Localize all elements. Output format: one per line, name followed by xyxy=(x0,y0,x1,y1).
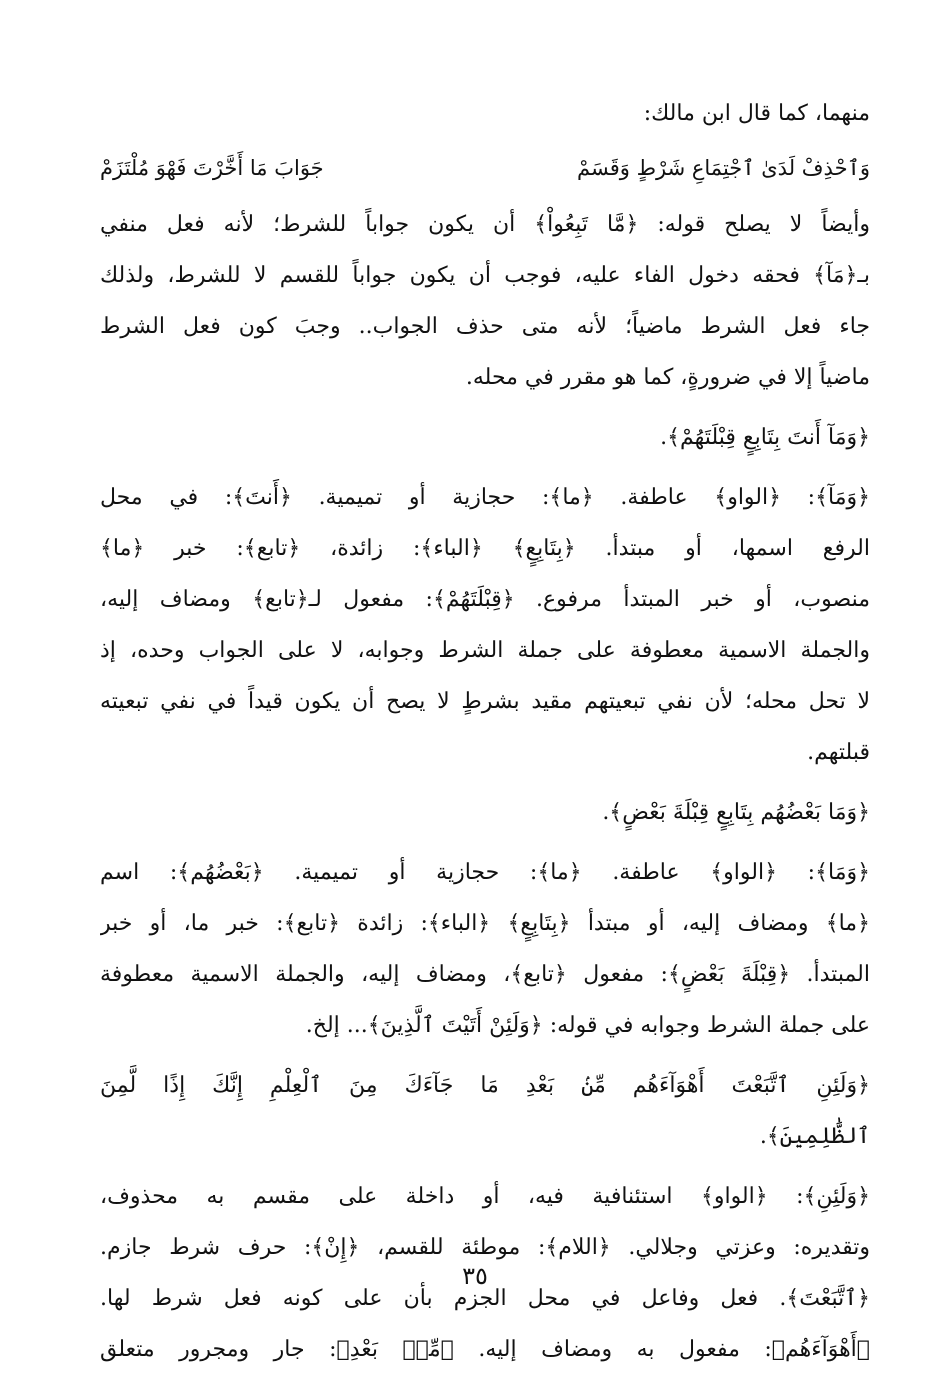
text-line: ٱلظَّٰلِمِينَ﴾. xyxy=(759,1124,870,1149)
text-line: وأيضاً لا يصلح قوله: ﴿مَّا تَبِعُواْ﴾ أن يكون جواباً للشرط؛ لأنه فعل منفي xyxy=(100,212,870,237)
text-line: ﴿وَمَا بَعْضُهُم بِتَابِعٍ قِبْلَةَ بَعْضٍ﴾. xyxy=(602,800,870,825)
text-line: الرفع اسمها، أو مبتدأ. ﴿بِتَابِعٍ﴾ ﴿الباء﴾: زائدة، ﴿تابع﴾: خبر ﴿ما﴾ xyxy=(100,536,870,561)
text-line: منهما، كما قال ابن مالك: xyxy=(643,101,870,126)
text-line: على جملة الشرط وجوابه في قوله: ﴿وَلَئِنْ أَتَيْتَ ٱلَّذِينَ﴾... إلخ. xyxy=(305,1013,870,1038)
text-line: ﴿وَمَا﴾: ﴿الواو﴾ عاطفة. ﴿ما﴾: حجازية أو تميمية. ﴿بَعْضُهُم﴾: اسم xyxy=(100,860,870,885)
text-line: المبتدأ. ﴿قِبْلَةَ بَعْضٍ﴾: مفعول ﴿تابع﴾، ومضاف إليه، والجملة الاسمية معطوفة xyxy=(100,962,870,987)
poetry-verse xyxy=(100,139,870,197)
text-line: ﴿وَمَآ﴾: ﴿الواو﴾ عاطفة. ﴿ما﴾: حجازية أو تميمية. ﴿أَنتَ﴾: في محل xyxy=(100,485,870,510)
text-line: ﴿وَمَآ أَنتَ بِتَابِعٍ قِبْلَتَهُمْ﴾. xyxy=(660,425,870,450)
text-body xyxy=(100,88,870,1375)
text-line: ماضياً إلا في ضرورةٍ، كما هو مقرر في محله. xyxy=(465,365,870,390)
text-line: لا تحل محله؛ لأن نفي تبعيتهم مقيد بشرطٍ لا يصح أن يكون قيداً في نفي تبعيته xyxy=(100,689,870,714)
text-line: منصوب، أو خبر المبتدأ مرفوع. ﴿قِبْلَتَهُمْ﴾: مفعول لـ﴿تابع﴾ ومضاف إليه، xyxy=(100,587,870,612)
text-line: والجملة الاسمية معطوفة على جملة الشرط وجوابه، لا على الجواب وحده، إذ xyxy=(100,638,870,663)
text-line: قبلتهم. xyxy=(807,740,870,765)
text-line: بـ﴿مَآ﴾ فحقه دخول الفاء عليه، فوجب أن يكون جواباً للقسم لا للشرط، ولذلك xyxy=(100,263,870,288)
verse-first-hemistich: وَٱحْذِفْ لَدَىٰ ٱجْتِمَاعِ شَرْطٍ وَقَسَمْ xyxy=(577,156,870,180)
text-line: ﴿وَلَئِنِ ٱتَّبَعْتَ أَهْوَآءَهُم مِّنۢ بَعْدِ مَا جَآءَكَ مِنَ ٱلْعِلْمِ إِنَّكَ إِذًا لَّمِنَ xyxy=(100,1073,870,1098)
verse-second-hemistich: جَوَابَ مَا أَخَّرْتَ فَهْوَ مُلْتَزَمْ xyxy=(100,156,324,180)
text-line: وتقديره: وعزتي وجلالي. ﴿اللام﴾: موطئة للقسم، ﴿إِنْ﴾: حرف شرط جازم. xyxy=(100,1235,870,1260)
page-number: ٣٥ xyxy=(462,1262,488,1290)
text-line: ﴿ٱتَّبَعْتَ﴾. فعل وفاعل في محل الجزم بأن على كونه فعل شرط لها. xyxy=(100,1286,870,1311)
text-line: ﴿أَهْوَآءَهُم﴾: مفعول به ومضاف إليه. ﴿مِّنۢ بَعْدِ﴾: جار ومجرور متعلق xyxy=(100,1337,870,1362)
text-line: ﴿وَلَئِنِ﴾: ﴿الواو﴾ استئنافية فيه، أو داخلة على مقسم به محذوف، xyxy=(100,1184,870,1209)
text-line: جاء فعل الشرط ماضياً؛ لأنه متى حذف الجواب.. وجبَ كون فعل الشرط xyxy=(100,314,870,339)
text-line: ﴿ما﴾ ومضاف إليه، أو مبتدأ ﴿بِتَابِعٍ﴾ ﴿الباء﴾: زائدة ﴿تابع﴾: خبر ما، أو خبر xyxy=(100,911,870,936)
